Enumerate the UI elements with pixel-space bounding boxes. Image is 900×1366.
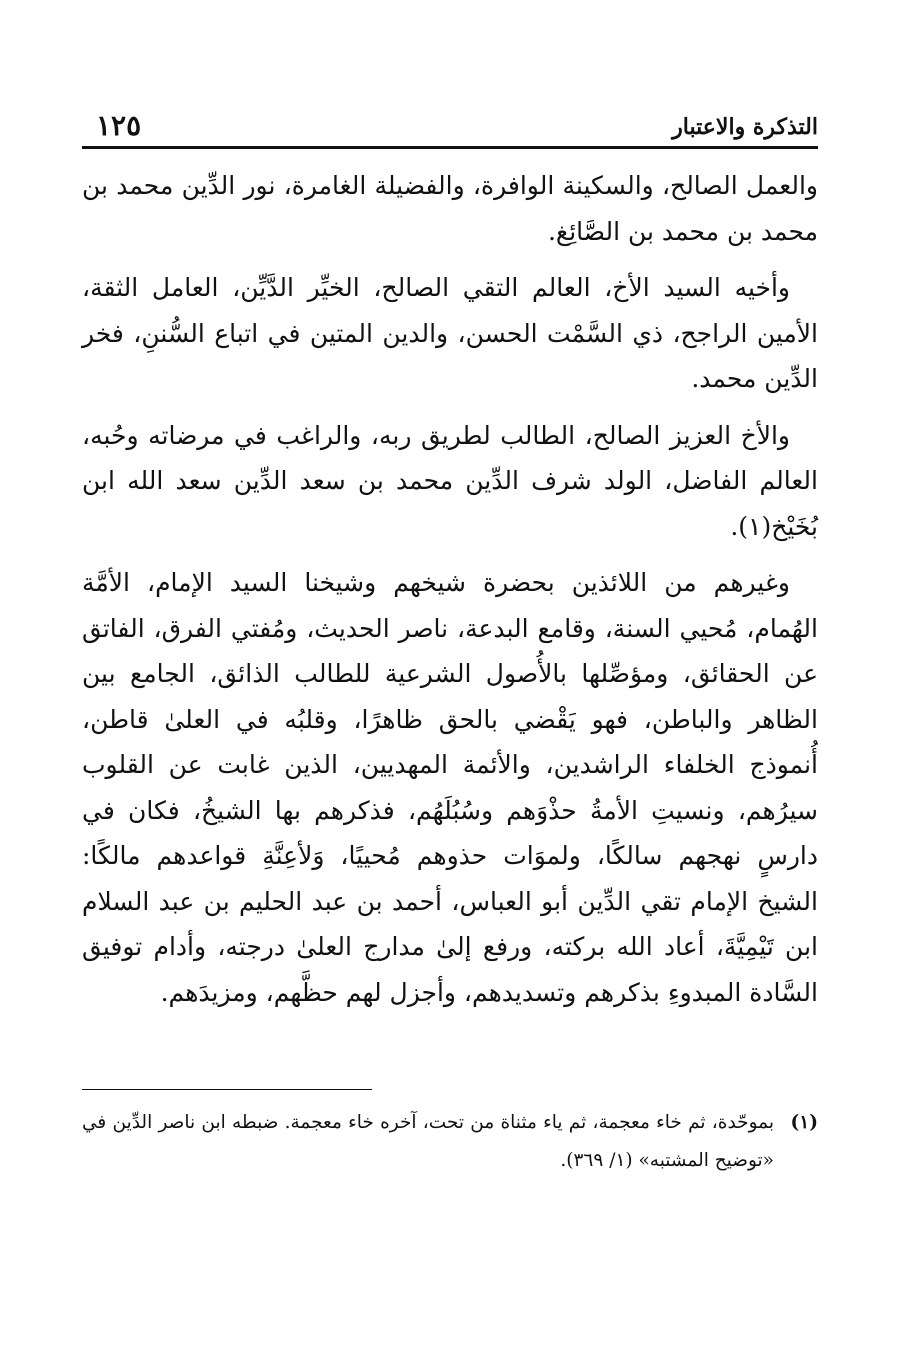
paragraph-2: وأخيه السيد الأخ، العالم التقي الصالح، الخيِّر الدَّيِّن، العامل الثقة، الأمين الراجح، ذي السَّمْت الحسن، والدين المتين في اتباع السُّننِ، فخر الدِّين محمد. <box>82 273 818 393</box>
main-text <box>82 163 818 1015</box>
footnote-1 <box>82 1104 818 1180</box>
running-title: التذكرة والاعتبار <box>672 114 818 140</box>
footnote-marker: (١) <box>790 1112 818 1133</box>
paragraph-4: وغيرهم من اللائذين بحضرة شيخهم وشيخنا السيد الإمام، الأمَّة الهُمام، مُحيي السنة، وقامع البدعة، ناصر الحديث، ومُفتي الفرق، الفاتق عن الحقائق، ومؤصِّلها بالأُصول الشرعية للطالب الذائق، الجامع بين الظاهر والباطن، فهو يَقْضي بالحق ظاهرًا، وقلبُه في العلىٰ قاطن، أُنموذج الخلفاء الراشدين، والأئمة المهديين، الذين غابت عن القلوب سيرُهم، ونسيتِ الأمةُ حذْوَهم وسُبُلَهُم، فذكرهم بها الشيخُ، فكان في دارسٍ نهجهم سالكًا، ولموَات حذوهم مُحييًا، وَلأعِنَّةِ قواعدهم مالكًا: الشيخ الإمام تقي الدِّين أبو العباس، أحمد بن عبد الحليم بن عبد السلام ابن تَيْمِيَّةَ، أعاد الله بركته، ورفع إلىٰ مدارج العلىٰ درجته، وأدام توفيق السَّادة المبدوءِ بذكرهم وتسديدهم، وأجزل لهم حظَّهم، ومزيدَهم. <box>82 568 818 1007</box>
running-header <box>82 100 818 149</box>
paragraph-1: والعمل الصالح، والسكينة الوافرة، والفضيلة الغامرة، نور الدِّين محمد بن محمد بن محمد بن الصَّائِغ. <box>82 171 818 246</box>
book-page <box>82 100 818 1180</box>
footnote-text: بموحّدة، ثم خاء معجمة، ثم ياء مثناة من تحت، آخره خاء معجمة. ضبطه ابن ناصر الدِّين في «توضيح المشتبه» (١/ ٣٦٩). <box>82 1112 774 1171</box>
paragraph-3: والأخ العزيز الصالح، الطالب لطريق ربه، والراغب في مرضاته وحُبه، العالم الفاضل، الولد شرف الدِّين محمد بن سعد الدِّين سعد الله ابن بُخَيْخ(١). <box>82 420 818 541</box>
footnote-separator <box>82 1089 372 1090</box>
page-number: ١٢٥ <box>96 109 142 142</box>
